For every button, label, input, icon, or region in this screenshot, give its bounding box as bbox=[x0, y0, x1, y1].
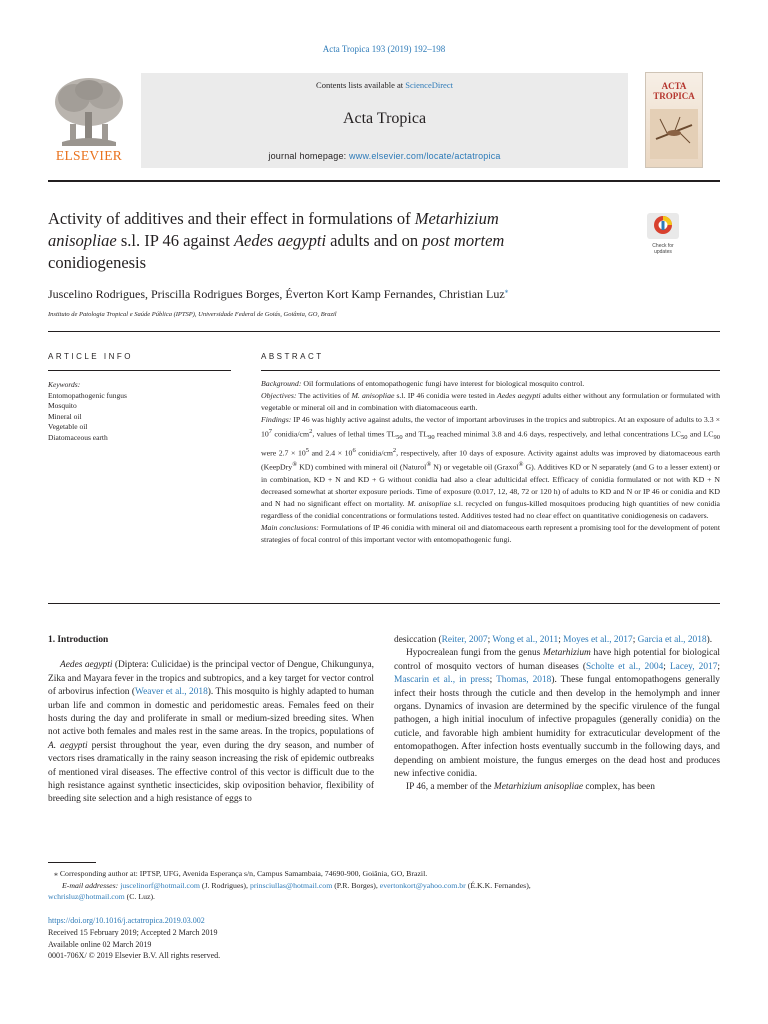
body-text: complex, has been bbox=[583, 782, 655, 793]
section-heading-introduction: 1. Introduction bbox=[48, 635, 109, 645]
species-name: Aedes aegypti bbox=[60, 660, 113, 671]
abstract-label: ABSTRACT bbox=[261, 352, 324, 361]
abstract-conclusions bbox=[261, 522, 720, 546]
homepage-prefix: journal homepage: bbox=[268, 151, 350, 161]
citation-link[interactable]: Mascarin et al., in press bbox=[394, 675, 490, 686]
title-part: adults and on bbox=[326, 231, 423, 250]
journal-cover-image bbox=[645, 72, 703, 168]
separator: ; bbox=[558, 635, 564, 645]
elsevier-logo bbox=[48, 72, 130, 164]
superscript: ® bbox=[426, 461, 432, 469]
citation-link[interactable]: Wong et al., 2011 bbox=[492, 635, 559, 645]
email-owner: (É.K.K. Fernandes), bbox=[465, 880, 531, 890]
body-text: desiccation ( bbox=[394, 635, 442, 645]
superscript: ® bbox=[292, 461, 298, 469]
body-text: IP 46, a member of the bbox=[406, 782, 494, 793]
article-info-rule bbox=[48, 370, 231, 371]
abstract-sentence: s.l. recycled on fungus-killed mosquitoes producing high quantities of new conidia regardless of the conidial concentrations or formulations tested. Additives tested had no clear effect on quantitative conidiogenesis on cadavers. bbox=[261, 499, 721, 521]
email-addresses bbox=[48, 880, 720, 892]
title-italic: Aedes aegypti bbox=[233, 231, 327, 250]
separator: ; bbox=[487, 635, 493, 645]
abstract-bottom-rule bbox=[48, 603, 720, 604]
abstract-sentence: adults either without any formulation or formulated with vegetable or mineral oil and in combination with diatomaceous earth. bbox=[261, 391, 720, 413]
article-info-label: ARTICLE INFO bbox=[48, 352, 133, 361]
title-italic: Metarhizium bbox=[414, 209, 499, 228]
footnote-rule bbox=[48, 862, 96, 863]
contents-prefix: Contents lists available at bbox=[316, 80, 406, 90]
abstract-subheading: Main conclusions: bbox=[261, 523, 319, 533]
abstract-sentence: Formulations of IP 46 conidia with mineral oil and diatomaceous earth represent a promising tool for the development of potent strategies of focal control of this important vector with entomopathogenic fungi. bbox=[261, 523, 720, 545]
intro-paragraph bbox=[394, 647, 720, 781]
journal-homepage-line bbox=[141, 151, 628, 161]
title-italic: post mortem bbox=[422, 231, 505, 250]
citation-link[interactable]: Weaver et al., 2018 bbox=[135, 687, 208, 698]
keywords-block bbox=[48, 380, 228, 443]
online-date: Available online 02 March 2019 bbox=[48, 939, 152, 949]
body-text: persist throughout the year, even during the dry season, and number of vectors rises dramatically in the rainy season increasing the risk of epidemic outbreaks of mentioned viral diseases. The effective control of this vector is difficult due to the high resistance against synthetic insecticides, skip oviposition behavior, flexibility of breeding site selection and a high resistance of eggs to bbox=[48, 740, 375, 805]
subscript: 90 bbox=[713, 434, 720, 442]
abstract-sentence: , values of lethal times TL bbox=[312, 429, 397, 439]
abstract-subheading: Objectives: bbox=[261, 391, 297, 401]
superscript: ® bbox=[518, 461, 524, 469]
subscript: 50 bbox=[396, 434, 403, 442]
author-list bbox=[48, 287, 688, 302]
corresponding-author-note: ⁎ Corresponding author at: IPTSP, UFG, Avenida Esperança s/n, Campus Samambaia, 74690-900, Goiânia, GO, Brazil. bbox=[54, 869, 428, 878]
keywords-label: Keywords: bbox=[48, 380, 81, 389]
abstract-subheading: Background: bbox=[261, 379, 302, 388]
cover-title-line-2: TROPICA bbox=[653, 91, 695, 101]
superscript: 2 bbox=[309, 428, 313, 436]
separator: ; bbox=[663, 661, 670, 672]
email-label: E-mail addresses: bbox=[62, 880, 119, 890]
body-text: (Diptera: Culicidae) is the principal vector of Dengue, Chikungunya, Zika and Mayara fever in the tropics and subtropics, and a key target for vector control of arbovirus infection ( bbox=[48, 660, 374, 698]
contents-available-line bbox=[141, 80, 628, 90]
abstract-sentence: conidia/cm bbox=[355, 448, 393, 458]
copyright-notice: 0001-706X/ © 2019 Elsevier B.V. All rights reserved. bbox=[48, 951, 221, 961]
email-addresses-cont bbox=[48, 891, 720, 903]
cover-title bbox=[646, 81, 702, 101]
email-link[interactable]: prinsciullas@hotmail.com bbox=[249, 880, 333, 890]
crossmark-label: Check for updates bbox=[652, 243, 674, 255]
abstract-sentence: and 2.4 × 10 bbox=[309, 448, 353, 458]
journal-title: Acta Tropica bbox=[342, 110, 427, 127]
superscript: 7 bbox=[268, 428, 273, 436]
abstract-italic: M. anisopliae bbox=[407, 499, 452, 509]
intro-paragraph bbox=[394, 781, 720, 794]
superscript: 6 bbox=[352, 446, 356, 454]
title-italic: anisopliae bbox=[48, 231, 117, 250]
body-column-right bbox=[394, 634, 720, 795]
body-text: ). This mosquito is highly adapted to human urban life and common in domestic and peridomestic areas. Females feed on their hosts during the day and proliferate in small or medium-sized breeding sites. When not active both females and males rest in the same areas. In the tropics, populations of bbox=[48, 687, 374, 738]
affiliation-rule bbox=[48, 331, 720, 332]
keyword: Mosquito bbox=[48, 401, 77, 410]
species-name: Metarhizium anisopliae bbox=[493, 782, 584, 793]
abstract-sentence: N) or vegetable oil (Graxol bbox=[431, 462, 519, 472]
footnotes bbox=[48, 868, 720, 903]
abstract-sentence: KD) combined with mineral oil (Naturol bbox=[297, 462, 427, 472]
header-rule bbox=[48, 180, 720, 182]
abstract-sentence: G). Additives KD or N separately (and G to a lesser extent) or in combination, KD + N and KD + G without conidia had also a clear adulticidal effect. Efficacy of conidia formulated or not with KD + N decreased somewhat at shorter exposure periods. Time of exposure (0.017, 12, 48, 72 or 120 h) of adults to KD and N or IP 46 or conidia and KD and N had no significant effect on mortality. bbox=[261, 462, 720, 509]
intro-paragraph bbox=[48, 659, 374, 806]
doi-link[interactable]: https://doi.org/10.1016/j.actatropica.2019.03.002 bbox=[48, 916, 205, 925]
email-owner: (P.R. Borges), bbox=[332, 880, 380, 890]
title-part: s.l. IP 46 against bbox=[116, 231, 234, 250]
abstract-sentence: Oil formulations of entomopathogenic fungi have interest for biological mosquito control. bbox=[301, 379, 585, 388]
abstract-sentence: reached minimal 3.8 and 4.6 days, respectively, and lethal concentrations LC bbox=[434, 429, 682, 439]
abstract-sentence: were 2.7 × 10 bbox=[261, 448, 306, 458]
body-column-left bbox=[48, 634, 374, 807]
species-name: A. aegypti bbox=[48, 740, 88, 751]
subscript: 50 bbox=[681, 434, 688, 442]
abstract-sentence: The activities of bbox=[296, 391, 352, 401]
citation-link[interactable]: Reiter, 2007 bbox=[441, 635, 488, 645]
citation-link[interactable]: Moyes et al., 2017 bbox=[563, 635, 633, 645]
article-title bbox=[48, 208, 608, 274]
genus-name: Metarhizium bbox=[543, 648, 591, 659]
check-for-updates-badge[interactable] bbox=[645, 213, 681, 253]
abstract-sentence: and TL bbox=[402, 429, 429, 439]
superscript: 2 bbox=[392, 446, 397, 454]
title-part: Activity of additives and their effect in formulations of bbox=[48, 209, 415, 228]
authors-text: Juscelino Rodrigues, Priscilla Rodrigues Borges, Éverton Kort Kamp Fernandes, Christian Luz bbox=[48, 287, 505, 301]
separator: ; bbox=[489, 675, 497, 686]
abstract-sentence: IP 46 was highly active against adults, the vector of important arboviruses in the tropics and subtropics. At an exposure of adults to 3.3 × 10 bbox=[261, 415, 720, 439]
keyword: Vegetable oil bbox=[48, 422, 88, 431]
abstract-findings bbox=[261, 414, 720, 522]
email-link[interactable]: evertonkort@yahoo.com.br bbox=[379, 880, 466, 890]
abstract-rule bbox=[261, 370, 720, 371]
crossmark-icon bbox=[645, 213, 681, 239]
journal-citation[interactable]: Acta Tropica 193 (2019) 192–198 bbox=[322, 44, 446, 54]
subscript: 90 bbox=[428, 434, 435, 442]
citation-link[interactable]: Lacey, 2017 bbox=[669, 661, 718, 672]
email-owner: (C. Luz). bbox=[124, 892, 155, 901]
separator: ; bbox=[632, 635, 638, 645]
corresponding-author-mark[interactable]: ⁎ bbox=[504, 287, 509, 295]
cover-art-icon bbox=[650, 109, 698, 159]
body-text: Hypocrealean fungi from the genus bbox=[406, 648, 544, 659]
received-dates: Received 15 February 2019; Accepted 2 March 2019 bbox=[48, 927, 218, 937]
body-text: have high potential for biological control of mosquito vectors of human diseases ( bbox=[394, 648, 721, 672]
body-text: ). These fungal entomopathogens generally infect their hosts through the cuticle and then develop in the hemolymph and inner organs. Dynamics of invasion are determined by the specific virulence of the fungal pathogen, a high initial inoculum of infective propagules (generally conidia) on the cuticle, and favorable high ambient humidity for extracuticular development of the entomopathogen. After infection hosts eventually succumb in the following days, and depending on ambient moisture, the fungus emerges on the dead host and produces new infective conidia. bbox=[394, 675, 720, 780]
abstract-sentence: and LC bbox=[687, 429, 714, 439]
cover-title-line-1: ACTA bbox=[661, 81, 687, 91]
journal-homepage-link[interactable]: www.elsevier.com/locate/actatropica bbox=[349, 151, 501, 161]
citation-link[interactable]: Garcia et al., 2018 bbox=[637, 635, 707, 645]
keyword: Entomopathogenic fungus bbox=[48, 390, 127, 400]
intro-paragraph bbox=[394, 634, 720, 647]
keyword: Mineral oil bbox=[48, 411, 82, 421]
citation-link[interactable]: Scholte et al., 2004 bbox=[585, 661, 664, 672]
abstract-text bbox=[261, 378, 720, 547]
abstract-subheading: Findings: bbox=[261, 415, 292, 425]
email-owner: (J. Rodrigues), bbox=[199, 880, 250, 890]
abstract-sentence: conidia/cm bbox=[272, 429, 310, 439]
publication-info bbox=[48, 915, 448, 962]
abstract-italic: M. anisopliae bbox=[351, 391, 395, 401]
abstract-objectives bbox=[261, 390, 720, 414]
abstract-italic: Aedes aegypti bbox=[496, 391, 541, 401]
abstract-background bbox=[261, 378, 720, 390]
keyword: Diatomaceous earth bbox=[48, 432, 108, 442]
separator: ; bbox=[717, 661, 720, 672]
affiliation: Instituto de Patologia Tropical e Saúde Pública (IPTSP), Universidade Federal de Goiás, Goiânia, GO, Brazil bbox=[48, 311, 337, 318]
citation-link[interactable]: Thomas, 2018 bbox=[496, 675, 552, 686]
sciencedirect-link[interactable]: ScienceDirect bbox=[405, 80, 453, 90]
email-link[interactable]: juscelinorf@hotmail.com bbox=[120, 880, 200, 890]
abstract-sentence: , respectively, after 10 days of exposure. Activity against adults was improved by diatomaceous earth (KeepDry bbox=[261, 448, 721, 472]
body-text: ). bbox=[706, 635, 713, 645]
publisher-wordmark: ELSEVIER bbox=[55, 148, 123, 163]
title-part: conidiogenesis bbox=[48, 253, 147, 272]
abstract-sentence: s.l. IP 46 conidia were tested in bbox=[394, 391, 497, 401]
superscript: 5 bbox=[305, 446, 310, 454]
email-link[interactable]: wchrisluz@hotmail.com bbox=[48, 892, 125, 901]
